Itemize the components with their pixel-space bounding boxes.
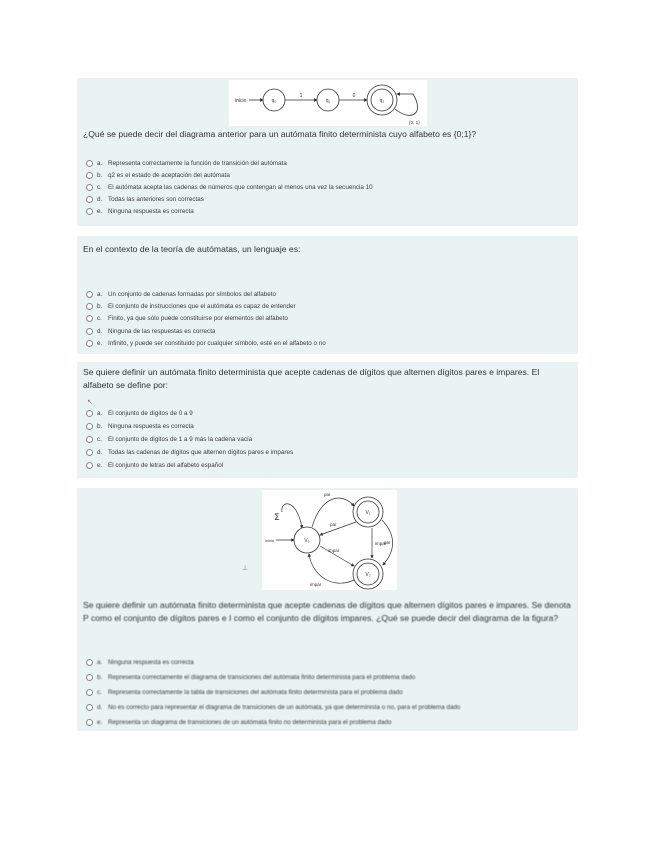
option-c[interactable]: c. Representa correctamente la tabla de transiciones del autómata finito determinista para el problema dado — [86, 685, 572, 700]
radio-button[interactable] — [86, 462, 93, 469]
option-a[interactable]: a. Representa correctamente la función de transición del autómata — [86, 157, 572, 169]
radio-button[interactable] — [86, 719, 93, 726]
cursor-icon: ↖ — [87, 399, 93, 406]
question-text: Se quiere definir un autómata finito determinista que acepte cadenas de dígitos que alternen dígitos pares e impares. Se denota P como el conjunto de dígitos pares e I como el conjunto de dígitos impares. ¿Qué se puede decir del diagrama de la figura? — [83, 600, 571, 623]
state-q1-label: q₁ — [325, 98, 331, 104]
options-list — [86, 407, 572, 472]
question-card-1 — [77, 78, 578, 226]
radio-button[interactable] — [86, 340, 93, 347]
radio-button[interactable] — [86, 436, 93, 443]
radio-button[interactable] — [86, 172, 93, 179]
radio-button[interactable] — [86, 704, 93, 711]
dfa-diagram-1 — [229, 80, 427, 126]
state-v2-label: V₂ — [365, 572, 371, 578]
option-b[interactable]: b. El conjunto de instrucciones que el autómata es capaz de entender — [86, 300, 572, 312]
state-q2-label: q₂ — [379, 98, 385, 104]
radio-button[interactable] — [86, 423, 93, 430]
radio-button[interactable] — [86, 184, 93, 191]
question-card-2 — [77, 236, 578, 354]
option-e[interactable]: e. Representa un diagrama de transiciones de un autómata finito no determinista para el problema dado — [86, 715, 572, 730]
option-a[interactable]: a. El conjunto de dígitos de 0 a 9 — [86, 407, 572, 420]
radio-button[interactable] — [86, 160, 93, 167]
radio-button[interactable] — [86, 315, 93, 322]
label-par-2: par — [330, 522, 337, 527]
edge-label-2: 0 — [352, 93, 356, 99]
option-d[interactable]: d. Ninguna de las respuestas es correcta — [86, 325, 572, 337]
radio-button[interactable] — [86, 208, 93, 215]
option-d[interactable]: d. Todas las anteriores son correctas — [86, 194, 572, 206]
option-d[interactable]: d. Todas las cadenas de dígitos que alternen dígitos pares e impares — [86, 446, 572, 459]
state-v0-label: V₀ — [304, 538, 310, 544]
radio-button[interactable] — [86, 196, 93, 203]
radio-button[interactable] — [86, 689, 93, 696]
option-a[interactable]: a. Ninguna respuesta es correcta — [86, 655, 572, 670]
radio-button[interactable] — [86, 410, 93, 417]
loop-label: {0, 1} — [409, 120, 420, 125]
option-c[interactable]: c. El conjunto de dígitos de 1 a 9 más la cadena vacía — [86, 433, 572, 446]
dfa-diagram-2 — [262, 490, 397, 590]
option-b[interactable]: b. Ninguna respuesta es correcta — [86, 420, 572, 433]
options-list — [86, 157, 572, 218]
question-text: En el contexto de la teoría de autómatas, un lenguaje es: — [83, 244, 301, 254]
radio-button[interactable] — [86, 674, 93, 681]
options-list — [86, 288, 572, 349]
question-text: Se quiere definir un autómata finito determinista que acepte cadenas de dígitos que alternen dígitos pares e impares. El alfabeto se define por: — [83, 367, 540, 390]
start-label: inicio — [235, 98, 247, 104]
radio-button[interactable] — [86, 303, 93, 310]
question-card-4 — [77, 488, 578, 731]
state-q0-label: q₀ — [271, 98, 277, 104]
option-d[interactable]: d. No es correcto para representar el diagrama de transiciones de un autómata, ya que determinista o no, para el problema dado — [86, 700, 572, 715]
question-card-3 — [77, 362, 578, 478]
option-e[interactable]: e. El conjunto de letras del alfabeto español — [86, 459, 572, 472]
option-a[interactable]: a. Un conjunto de cadenas formadas por símbolos del alfabeto — [86, 288, 572, 300]
radio-button[interactable] — [86, 328, 93, 335]
option-c[interactable]: c. Finito, ya que sólo puede constituirse por elementos del alfabeto — [86, 313, 572, 325]
option-e[interactable]: e. Ninguna respuesta es correcta — [86, 206, 572, 218]
radio-button[interactable] — [86, 659, 93, 666]
radio-button[interactable] — [86, 449, 93, 456]
sigma-label: Σ — [274, 513, 280, 523]
cursor-icon: ⊥ — [242, 565, 249, 572]
option-b[interactable]: b. Representa correctamente el diagrama de transiciones del autómata finito determinista para el problema dado — [86, 670, 572, 685]
options-list — [86, 655, 572, 730]
option-c[interactable]: c. El autómata acepta las cadenas de números que contengan al menos una vez la secuencia 10 — [86, 181, 572, 193]
edge-label-1: 1 — [299, 93, 303, 99]
question-text: ¿Qué se puede decir del diagrama anterior para un autómata finito determinista cuyo alfabeto es {0;1}? — [83, 129, 477, 139]
start-label: inicio — [265, 538, 275, 543]
state-v1-label: V₁ — [365, 510, 371, 516]
option-b[interactable]: b. q2 es el estado de aceptación del autómata — [86, 169, 572, 181]
option-e[interactable]: e. Infinito, y puede ser constituido por cualquier símbolo, esté en el alfabeto o no — [86, 337, 572, 349]
label-impar-1: impar — [375, 541, 387, 546]
label-par-3: par — [384, 540, 391, 545]
label-impar-3: impar — [310, 582, 322, 587]
label-par-1: par — [324, 492, 331, 497]
label-impar-2: impar — [328, 548, 340, 553]
radio-button[interactable] — [86, 291, 93, 298]
